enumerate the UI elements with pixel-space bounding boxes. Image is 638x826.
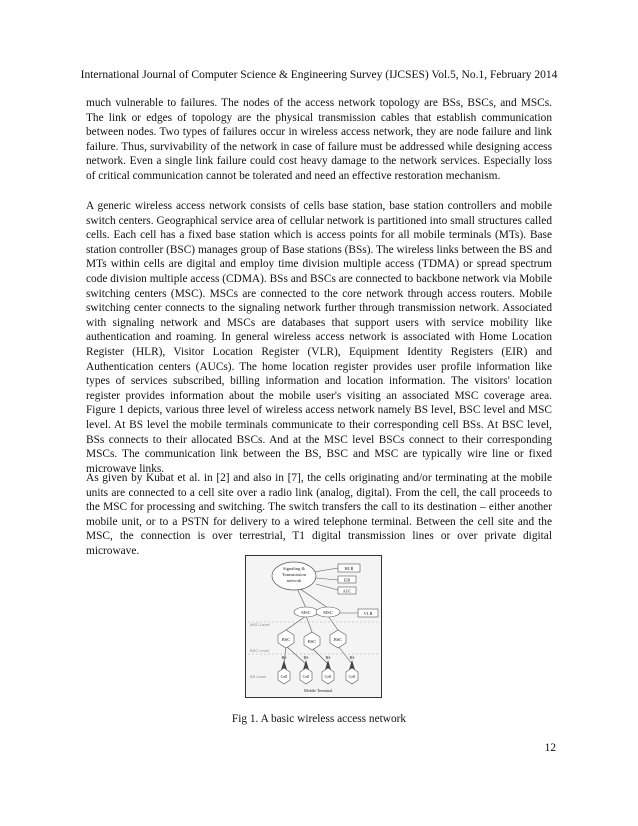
svg-text:Cell: Cell xyxy=(302,674,310,679)
level-label-msc: MSC Level xyxy=(250,622,270,627)
svg-text:MSC: MSC xyxy=(301,610,311,615)
cell-3 xyxy=(322,668,334,684)
signaling-network-cloud xyxy=(272,562,316,590)
cloud-label-line-1: Signaling & xyxy=(283,566,305,571)
figure-caption: Fig 1. A basic wireless access network xyxy=(231,713,407,725)
level-label-bs: BS Level xyxy=(250,674,267,679)
svg-text:BSC: BSC xyxy=(333,637,343,642)
register-auc xyxy=(338,587,356,594)
svg-text:AUC: AUC xyxy=(342,588,352,594)
bs-towers xyxy=(281,660,355,670)
bsc-node-2 xyxy=(304,632,320,650)
running-header: International Journal of Computer Science & Engineering Survey (IJCSES) Vol.5, No.1, February 2014 xyxy=(80,69,558,81)
msc-node-2 xyxy=(316,607,340,617)
svg-text:Cell: Cell xyxy=(280,674,288,679)
figure-wireless-access-network xyxy=(245,555,382,698)
body-paragraph-3: As given by Kubat et al. in [2] and also in [7], the cells originating and/or terminating at the mobile units are connected to a cell site over a radio link (analog, digital). From the cell, the call proceeds to the MSC for processing and switching. The switch transfers the call to its destination – either another mobile unit, or to a PSTN for delivery to a wired telephone terminal. Between the cell site and the MSC, the connection is over terrestrial, T1 digital transmission lines or over private digital microwave. xyxy=(86,472,552,557)
network-diagram xyxy=(246,556,381,697)
bs-label-4: BS xyxy=(349,655,355,660)
bsc-node-3 xyxy=(330,630,346,648)
svg-text:BSC: BSC xyxy=(281,637,291,642)
svg-text:Cell: Cell xyxy=(324,674,332,679)
register-eir xyxy=(338,576,356,583)
register-hlr xyxy=(338,564,360,572)
cloud-label-line-3: network xyxy=(286,578,302,583)
cloud-label-line-2: Transmission xyxy=(281,572,307,577)
bs-label-3: BS xyxy=(325,655,331,660)
svg-text:MSC: MSC xyxy=(323,610,333,615)
cell-4 xyxy=(346,668,358,684)
body-paragraph-1: much vulnerable to failures. The nodes of the access network topology are BSs, BSCs, and MSCs. The link or edges of topology are the physical transmission cables that establish communication between nodes. Two types of failures occur in wireless access network, they are node failure and link failure. Thus, survivability of the network in case of failure must be addressed while designing access network. Even a single link failure could cost heavy damage to the network services. Especially loss of critical communication cannot be tolerated and need an effective restoration mechanism. xyxy=(86,97,552,182)
page-number: 12 xyxy=(544,742,556,754)
level-label-bsc: BSC Level xyxy=(250,648,269,653)
svg-text:BSC: BSC xyxy=(307,639,317,644)
bsc-node-1 xyxy=(278,630,294,648)
bs-label-2: BS xyxy=(303,655,309,660)
register-vlr xyxy=(358,609,378,617)
bs-label-1: BS xyxy=(281,655,287,660)
svg-text:EIR: EIR xyxy=(343,577,351,583)
mobile-terminal-label: Mobile Terminal xyxy=(303,688,333,693)
cell-1 xyxy=(278,668,290,684)
cell-2 xyxy=(300,668,312,684)
svg-text:HLR: HLR xyxy=(344,566,354,571)
msc-node-1 xyxy=(294,607,318,617)
svg-text:VLR: VLR xyxy=(363,611,373,616)
body-paragraph-2: A generic wireless access network consists of cells base station, base station controllers and mobile switch centers. Geographical service area of cellular network is partitioned into small structures called cells. Each cell has a fixed base station which is access points for all mobile terminals (MTs). Base station controller (BSC) manages group of Base stations (BSs). The wireless links between the BS and MTs within cells are digital and employ time division multiple access (TDMA) or spread spectrum code division multiple access (CDMA). BSs and BSCs are connected to backbone network via Mobile switching centers (MSC). MSCs are connected to the core network through access routers. Mobile switching center connects to the signaling network further through transmission network. Associated with signaling network and MSCs are databases that support users with service mobility like authentication and roaming. In general wireless access network is associated with Home Location Register (HLR), Visitor Location Register (VLR), Equipment Identity Registers (EIR) and Authentication centers (AUCs). The home location register provides user profile information like types of services subscribed, billing information and location information. The visitors' location register provides information about the mobile user's visiting an associated MSC coverage area. Figure 1 depicts, various three level of wireless access network namely BS level, BSC level and MSC level. At BS level the mobile terminals communicate to their corresponding cell BSs. At BSC level, BSs connects to their allocated BSCs. And at the MSC level BSCs connect to their corresponding MSCs. The communication link between the BS, BSC and MSC are typically wire line or fixed microwave links. xyxy=(86,200,552,475)
svg-text:Cell: Cell xyxy=(348,674,356,679)
